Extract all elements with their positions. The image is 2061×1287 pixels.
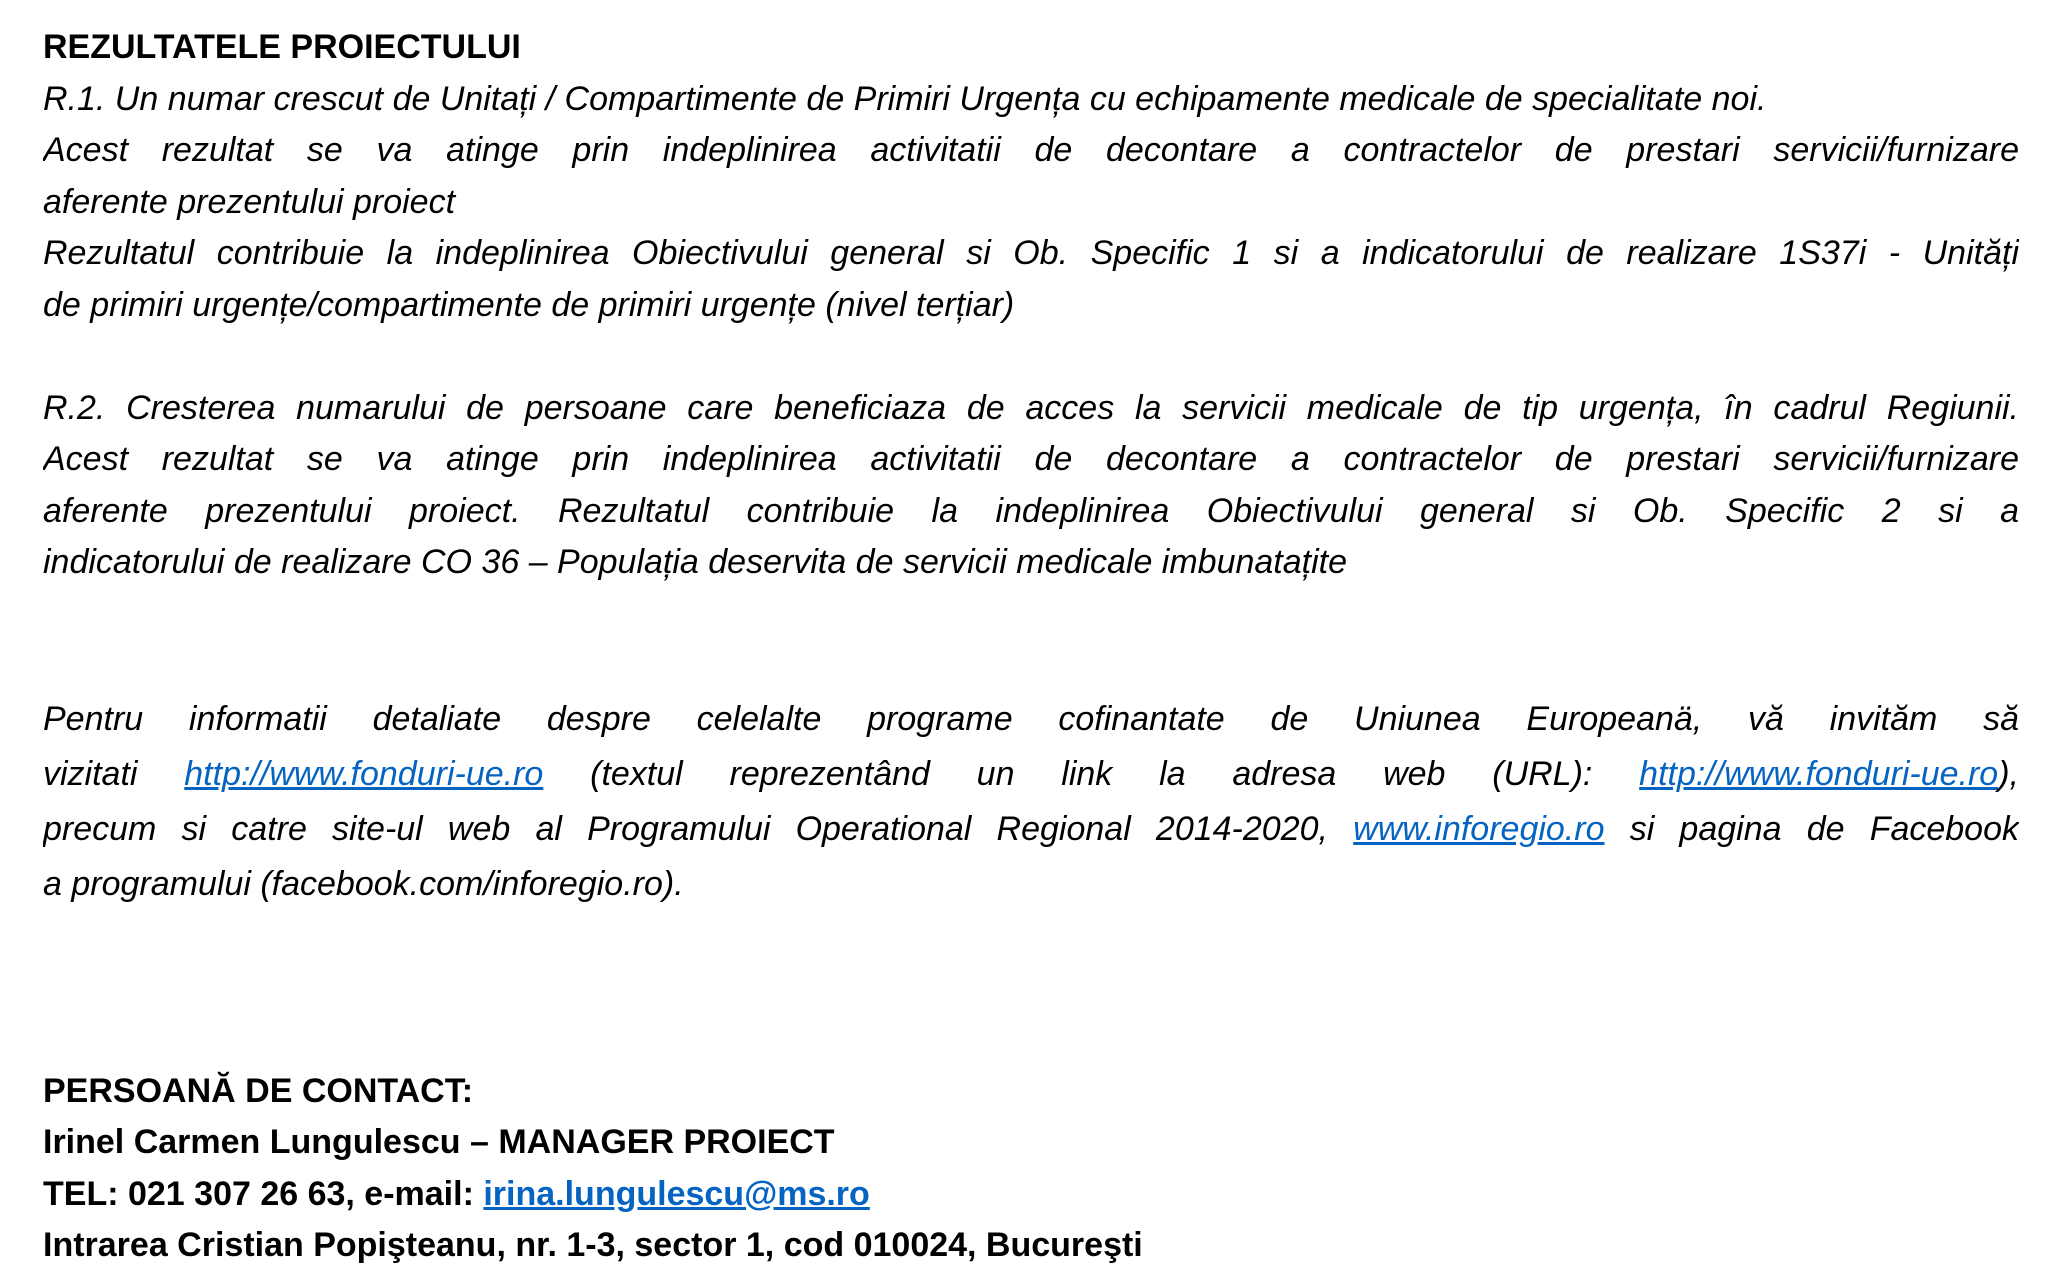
info-line-2-prefix: vizitati xyxy=(43,754,138,793)
contact-name: Irinel Carmen Lungulescu – MANAGER PROIECT xyxy=(43,1123,835,1161)
document-page xyxy=(43,22,2019,1272)
info-line-2 xyxy=(43,747,2019,802)
contact-address: Intrarea Cristian Popişteanu, nr. 1-3, sector 1, cod 010024, Bucureşti xyxy=(43,1226,1143,1264)
spacer xyxy=(43,912,2019,1066)
r1-line-5: de primiri urgențe/compartimente de primiri urgențe (nivel terțiar) xyxy=(43,285,1015,324)
fonduri-ue-link[interactable]: http://www.fonduri-ue.ro xyxy=(184,754,544,793)
contact-tel-line xyxy=(43,1169,2019,1221)
r2-line-2: Acest rezultat se va atinge prin indeplinirea activitatii de decontare a contractelor de prestari servicii/furnizare xyxy=(43,440,2019,478)
r1-line-2: Acest rezultat se va atinge prin indeplinirea activitatii de decontare a contractelor de prestari servicii/furnizare xyxy=(43,131,2019,169)
info-line-3-prefix: precum si catre site-ul web al Programului Operational Regional 2014-2020, xyxy=(43,809,1328,848)
r1-line-4: Rezultatul contribuie la indeplinirea Obiectivului general si Ob. Specific 1 si a indicatorului de realizare 1S37i - Unități xyxy=(43,234,2019,272)
contact-heading: PERSOANĂ DE CONTACT: xyxy=(43,1071,474,1110)
r1-line-1: R.1. Un numar crescut de Unitați / Compartimente de Primiri Urgența cu echipamente medicale de specialitate noi. xyxy=(43,79,1767,118)
info-line-3 xyxy=(43,802,2019,857)
spacer xyxy=(43,331,2019,383)
r2-line-1: R.2. Cresterea numarului de persoane care beneficiaza de acces la servicii medicale de tip urgența, în cadrul Regiunii. xyxy=(43,388,2019,427)
contact-tel: TEL: 021 307 26 63, e-mail: xyxy=(43,1174,474,1213)
info-line-1: Pentru informatii detaliate despre celelalte programe cofinantate de Uniunea Europeanä, vă invităm să xyxy=(43,699,2019,738)
info-line-2-middle: (textul reprezentând un link la adresa web (URL): xyxy=(590,754,1593,793)
contact-email-link[interactable]: irina.lungulescu@ms.ro xyxy=(483,1174,870,1213)
inforegio-link[interactable]: www.inforegio.ro xyxy=(1353,809,1605,848)
r2-line-4: indicatorului de realizare CO 36 – Populația deservita de servicii medicale imbunatațite xyxy=(43,543,1348,581)
results-heading: REZULTATELE PROIECTULUI xyxy=(43,28,521,66)
fonduri-ue-link-url[interactable]: http://www.fonduri-ue.ro xyxy=(1639,754,1999,793)
r2-line-3: aferente prezentului proiect. Rezultatul contribuie la indeplinirea Obiectivului general si Ob. Specific 2 si a xyxy=(43,491,2019,530)
info-line-4: a programului (facebook.com/inforegio.ro). xyxy=(43,864,684,903)
spacer xyxy=(43,589,2019,692)
info-line-3-suffix: si pagina de Facebook xyxy=(1629,809,2019,848)
info-line-2-suffix: ), xyxy=(1998,754,2019,793)
r1-line-3: aferente prezentului proiect xyxy=(43,182,456,221)
